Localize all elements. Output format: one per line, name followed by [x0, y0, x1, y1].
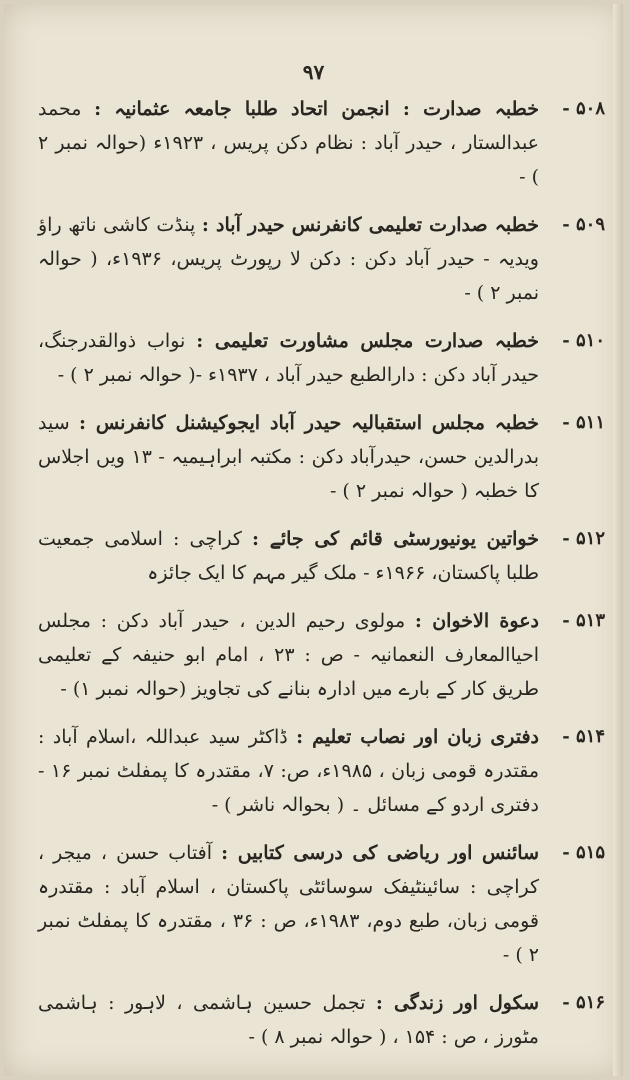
entry-body: تجمل حسین ہاشمی ، لاہور : ہاشمی مٹورز ، ص : ۱۵۴ ، ( حوالہ نمبر ۸ ) - — [38, 992, 539, 1048]
entry-number: ۵۰۸ - — [562, 98, 605, 119]
bibliography-entry — [38, 92, 605, 194]
entry-number: ۵۱۰ - — [562, 330, 605, 351]
page-edge-shadow — [613, 4, 623, 1076]
entry-number: ۵۱۴ - — [562, 726, 605, 747]
entry-body: محمد عبدالستار ، حیدر آباد : نظام دکن پریس ، ۱۹۲۳ء (حوالہ نمبر ۲ ) - — [38, 98, 540, 188]
entry-title: سائنس اور ریاضی کی درسی کتابیں : — [221, 842, 539, 864]
entry-text — [38, 604, 539, 706]
bibliography-entry — [38, 522, 605, 590]
bibliography-entry — [38, 208, 605, 310]
bibliography-entry — [38, 986, 605, 1054]
entry-title: دعوة الاخوان : — [414, 610, 539, 632]
entry-number: ۵۱۶ - — [562, 992, 605, 1013]
book-page — [4, 4, 623, 1076]
entry-body: مولوی رحیم الدین ، حیدر آباد دکن : مجلس احیاالمعارف النعمانیہ - ص : ۲۳ ، امام ابو حنیفہ کے تعلیمی طریق کار کے بارے میں ادارہ بنانے کی تجاویز (حوالہ نمبر ۱) - — [38, 610, 539, 700]
entry-number: ۵۱۱ - — [562, 412, 605, 433]
bibliography-entry — [38, 604, 605, 706]
entry-title: خطبہ صدارت تعلیمی کانفرنس حیدر آباد : — [201, 214, 539, 236]
entry-text — [38, 406, 539, 508]
entry-text — [38, 324, 539, 392]
entry-text — [38, 720, 539, 822]
bibliography-entry — [38, 406, 605, 508]
bibliography-entry — [38, 836, 605, 972]
entry-title: خطبہ مجلس استقبالیہ حیدر آباد ایجوکیشنل کانفرنس : — [79, 412, 539, 434]
entry-text — [38, 836, 539, 972]
entry-body: آفتاب حسن ، میجر ، کراچی : سائینٹیفک سوسائٹی پاکستان ، اسلام آباد : مقتدرہ قومی زبان، طبع دوم، ۱۹۸۳ء، ص : ۳۶ ، مقتدرہ کا پمفلٹ نمبر ۲ ) - — [38, 842, 539, 966]
entry-text — [38, 92, 539, 194]
entry-body: سید بدرالدین حسن، حیدرآباد دکن : مکتبہ ابراہیمیہ - ۱۳ ویں اجلاس کا خطبہ ( حوالہ نمبر ۲ ) - — [38, 412, 540, 502]
page-number: ۹۷ — [302, 60, 325, 84]
entry-text — [38, 986, 539, 1054]
entry-title: خطبہ صدارت : انجمن اتحاد طلبا جامعہ عثمانیہ : — [94, 98, 539, 120]
entry-body: ڈاکٹر سید عبداللہ ،اسلام آباد : مقتدرہ قومی زبان ، ۱۹۸۵ء، ص: ۷، مقتدرہ کا پمفلٹ نمبر ۱۶ - دفتری اردو کے مسائل ۔ ( بحوالہ ناشر ) - — [38, 726, 539, 816]
bibliography-entry — [38, 720, 605, 822]
entry-body: کراچی : اسلامی جمعیت طلبا پاکستان، ۱۹۶۶ء - ملک گیر مہم کا ایک جائزہ — [38, 528, 539, 584]
bibliography-entry — [38, 324, 605, 392]
entry-title: خطبہ صدارت مجلس مشاورت تعلیمی : — [196, 330, 540, 352]
bibliography-list — [38, 92, 605, 1068]
entry-number: ۵۱۵ - — [562, 842, 605, 863]
entry-title: خواتین یونیورسٹی قائم کی جائے : — [252, 528, 539, 550]
entry-body: پنڈت کاشی ناتھ راؤ ویدیہ - حیدر آباد دکن : دکن لا رپورٹ پریس، ۱۹۳۶ء، ( حوالہ نمبر ۲ ) - — [38, 214, 539, 304]
entry-text — [38, 522, 539, 590]
entry-body: نواب ذوالقدرجنگ، حیدر آباد دکن : دارالطبع حیدر آباد ، ۱۹۳۷ء -( حوالہ نمبر ۲ ) - — [38, 330, 539, 386]
entry-number: ۵۰۹ - — [562, 214, 605, 235]
entry-number: ۵۱۲ - — [562, 528, 605, 549]
entry-number: ۵۱۳ - — [562, 610, 605, 631]
entry-text — [38, 208, 539, 310]
entry-title: سکول اور زندگی : — [375, 992, 539, 1014]
entry-title: دفتری زبان اور نصاب تعلیم : — [296, 726, 539, 748]
